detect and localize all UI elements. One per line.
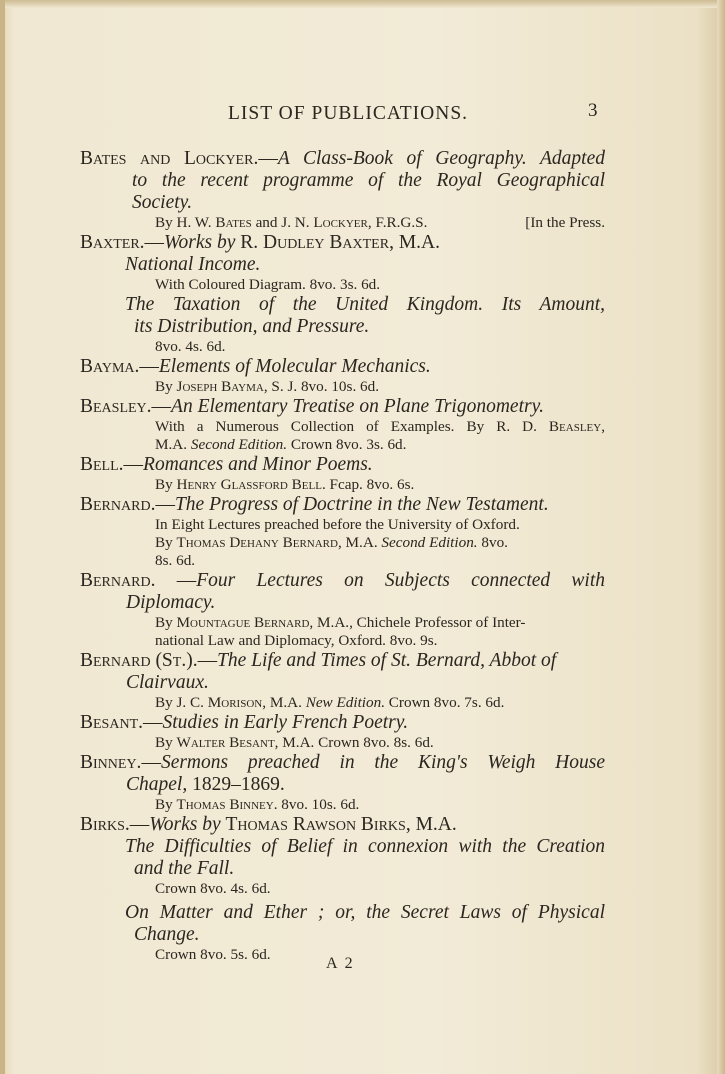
- entry-author: Birks.: [80, 814, 130, 835]
- entry-besant: Besant.—Studies in Early French Poetry. By Walter Besant, M.A. Crown 8vo. 8s. 6d.: [80, 712, 605, 752]
- entry-description: By Thomas Binney. 8vo. 10s. 6d.: [155, 796, 360, 813]
- book-description: With Coloured Diagram. 8vo. 3s. 6d.: [155, 276, 381, 293]
- entry-title: Romances and Minor Poems.: [143, 454, 373, 475]
- entry-author: Bell.: [80, 454, 124, 475]
- book-title: The Difficulties of Belief in connexion with the Creation: [125, 836, 605, 857]
- entry-author: Besant.: [80, 712, 143, 733]
- page-left-edge: [0, 0, 5, 1074]
- entry-bernard-thomas: Bernard.—The Progress of Doctrine in the New Testament. In Eight Lectures preached before the University of Oxford. By Thomas Dehany Bernard, M.A. Second Edition. 8vo. 8s. 6d.: [80, 494, 605, 570]
- publication-list: [80, 148, 605, 964]
- entry-description: By H. W. Bates and J. N. Lockyer, F.R.G.S. [In the Press.: [155, 214, 605, 231]
- entry-baxter: Baxter.—Works by R. Dudley Baxter, M.A. National Income. With Coloured Diagram. 8vo. 3s. 6d. The Taxation of the United Kingdom. Its Amount, its Distribution, and Pressure. 8vo. 4s. 6d.: [80, 232, 605, 355]
- entry-description: By Henry Glassford Bell. Fcap. 8vo. 6s.: [155, 476, 415, 493]
- book-title: National Income.: [125, 254, 261, 275]
- entry-birks: Birks.—Works by Thomas Rawson Birks, M.A. The Difficulties of Belief in connexion with the Creation and the Fall. Crown 8vo. 4s. 6d. On Matter and Ether ; or, the Secret Laws of Physical Change. Crown 8vo. 5s. 6d.: [80, 814, 605, 963]
- entry-author: Bayma.: [80, 356, 140, 377]
- entry-author: Baxter.: [80, 232, 145, 253]
- entry-description: By Mountague Bernard, M.A., Chichele Professor of Inter-: [155, 614, 526, 631]
- book-description: Crown 8vo. 5s. 6d.: [155, 946, 271, 963]
- entry-bernard-mountague: Bernard. —Four Lectures on Subjects connected with Diplomacy. By Mountague Bernard, M.A., Chichele Professor of Inter- national Law and Diplomacy, Oxford. 8vo. 9s.: [80, 570, 605, 649]
- entry-description: By J. C. Morison, M.A. New Edition. Crown 8vo. 7s. 6d.: [155, 694, 505, 711]
- entry-bell: Bell.—Romances and Minor Poems. By Henry Glassford Bell. Fcap. 8vo. 6s.: [80, 454, 605, 494]
- book-title: The Taxation of the United Kingdom. Its Amount,: [125, 294, 605, 315]
- running-head: LIST OF PUBLICATIONS.: [228, 103, 469, 124]
- entry-binney: Binney.—Sermons preached in the King's Weigh House Chapel, 1829–1869. By Thomas Binney. 8vo. 10s. 6d.: [80, 752, 605, 813]
- press-note: [In the Press.: [525, 214, 605, 231]
- entry-author: Bates and Lockyer.: [80, 148, 259, 169]
- book-description: 8vo. 4s. 6d.: [155, 338, 226, 355]
- page-header: [0, 100, 725, 133]
- entry-title: A Class-Book of Geography. Adapted: [277, 148, 605, 169]
- entry-description: By Walter Besant, M.A. Crown 8vo. 8s. 6d.: [155, 734, 434, 751]
- book-description: Crown 8vo. 4s. 6d.: [155, 880, 271, 897]
- entry-bernard-st: Bernard (St.).—The Life and Times of St. Bernard, Abbot of Clairvaux. By J. C. Morison, M.A. New Edition. Crown 8vo. 7s. 6d.: [80, 650, 605, 712]
- entry-title: The Progress of Doctrine in the New Testament.: [174, 494, 549, 515]
- entry-author: Bernard.: [80, 494, 156, 515]
- entry-title: An Elementary Treatise on Plane Trigonometry.: [171, 396, 545, 417]
- book-title: On Matter and Ether ; or, the Secret Laws of Physical: [125, 902, 605, 923]
- entry-beasley: Beasley.—An Elementary Treatise on Plane Trigonometry. With a Numerous Collection of Examples. By R. D. Beasley, M.A. Second Edition. Crown 8vo. 3s. 6d.: [80, 396, 605, 453]
- entry-description: In Eight Lectures preached before the University of Oxford.: [155, 516, 520, 533]
- entry-description: By Joseph Bayma, S. J. 8vo. 10s. 6d.: [155, 378, 380, 395]
- entry-title: Four Lectures on Subjects connected with: [196, 570, 605, 591]
- entry-title: The Life and Times of St. Bernard, Abbot of: [217, 650, 557, 671]
- signature-mark: A 2: [326, 955, 355, 972]
- page-top-edge: [0, 0, 725, 8]
- entry-bayma: Bayma.—Elements of Molecular Mechanics. By Joseph Bayma, S. J. 8vo. 10s. 6d.: [80, 356, 605, 396]
- entry-description: With a Numerous Collection of Examples. By R. D. Beasley,: [155, 418, 605, 435]
- page-right-edge: [717, 0, 725, 1074]
- entry-author: Binney.: [80, 752, 142, 773]
- entry-bates-lockyer: Bates and Lockyer.—A Class-Book of Geography. Adapted to the recent programme of the Royal Geographical Society. By H. W. Bates and J. N. Lockyer, F.R.G.S. [In the Press.: [80, 148, 605, 231]
- entry-author: Bernard (St.).: [80, 650, 198, 671]
- entry-author: Beasley.: [80, 396, 152, 417]
- page-number: 3: [588, 100, 598, 121]
- entry-title: Studies in Early French Poetry.: [162, 712, 409, 733]
- entry-author: Bernard.: [80, 570, 156, 591]
- entry-title: Elements of Molecular Mechanics.: [158, 356, 431, 377]
- entry-title: Sermons preached in the King's Weigh House: [160, 752, 605, 773]
